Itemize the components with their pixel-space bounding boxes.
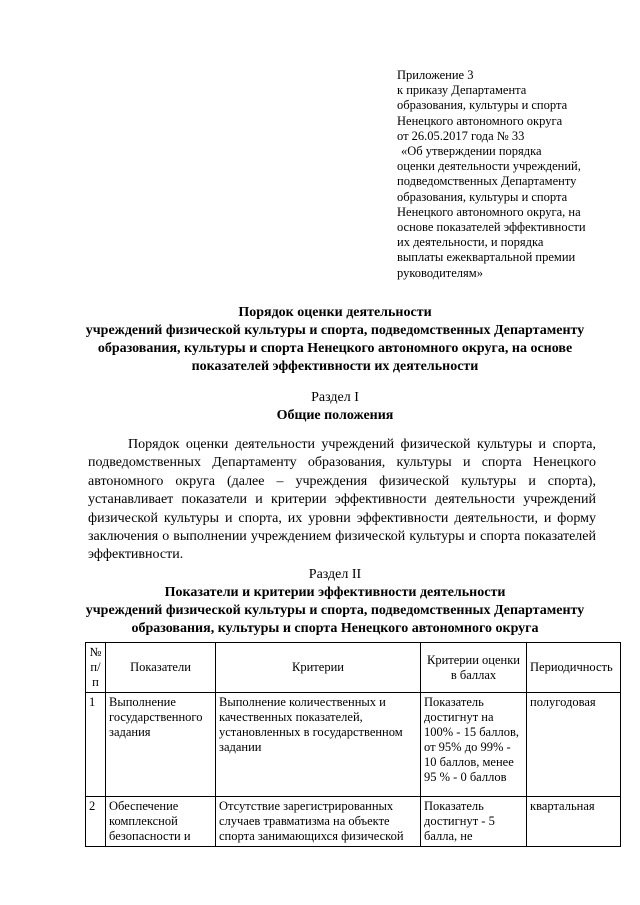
- appendix-line: основе показателей эффективности: [397, 220, 586, 235]
- criteria-table: [85, 642, 621, 847]
- appendix-line: их деятельности, и порядка: [397, 235, 544, 250]
- section-1-number: Раздел I: [311, 390, 359, 405]
- header-criteria: Критерии: [216, 643, 421, 693]
- appendix-line: образования, культуры и спорта: [397, 189, 568, 204]
- appendix-line: оценки деятельности учреждений,: [397, 159, 581, 174]
- appendix-line: от 26.05.2017 года № 33: [397, 128, 525, 143]
- header-period: Периодичность: [527, 643, 621, 693]
- row-criterion: Отсутствие зарегистрированных случаев травматизма на объекте спорта занимающихся физической: [216, 797, 421, 847]
- section-1-heading: Общие положения: [276, 408, 394, 423]
- appendix-block: [397, 68, 627, 281]
- section-1-paragraph: Порядок оценки деятельности учреждений физической культуры и спорта, подведомственных Департаменту образования, культуры и спорта Ненецкого автономного округа (далее – учреждения физической культуры и спорта), устанавливает показатели и критерии эффективности деятельности учреждений физической культуры и спорта, их уровни эффективности деятельности, и форму заключения о выполнении учреждением физической культуры и спорта показателей эффективности.: [88, 437, 596, 563]
- row-period: полугодовая: [527, 693, 621, 797]
- appendix-line: Ненецкого автономного округа, на: [397, 204, 581, 219]
- row-num: 2: [86, 797, 106, 847]
- header-num: № п/п: [86, 643, 106, 693]
- section-2-heading-line: образования, культуры и спорта Ненецкого автономного округа: [131, 621, 539, 636]
- row-criterion: Выполнение количественных и качественных показателей, установленных в государственном задании: [216, 693, 421, 797]
- appendix-line: подведомственных Департаменту: [397, 174, 577, 189]
- header-score: Критерии оценки в баллах: [421, 643, 527, 693]
- header-indicators: Показатели: [106, 643, 216, 693]
- appendix-line: руководителям»: [397, 265, 483, 280]
- row-period: квартальная: [527, 797, 621, 847]
- title-line: учреждений физической культуры и спорта, подведомственных Департаменту: [85, 323, 585, 338]
- title-line: показателей эффективности их деятельности: [191, 359, 479, 374]
- document-title: [40, 304, 630, 376]
- row-indicator: Выполнение государственного задания: [106, 693, 216, 797]
- title-line: Порядок оценки деятельности: [238, 305, 432, 320]
- row-score: Показатель достигнут на 100% - 15 баллов, от 95% до 99% - 10 баллов, менее 95 % - 0 баллов: [421, 693, 527, 797]
- appendix-line: образования, культуры и спорта: [397, 98, 568, 113]
- section-2-heading-line: учреждений физической культуры и спорта, подведомственных Департаменту: [85, 603, 585, 618]
- appendix-line: Приложение 3: [397, 68, 474, 82]
- row-indicator: Обеспечение комплексной безопасности и: [106, 797, 216, 847]
- section-2-number: Раздел II: [308, 567, 362, 582]
- table-row: [86, 797, 621, 847]
- table-row: [86, 693, 621, 797]
- appendix-line: «Об утверждении порядка: [401, 144, 542, 159]
- row-num: 1: [86, 693, 106, 797]
- row-score: Показатель достигнут - 5 балла, не: [421, 797, 527, 847]
- appendix-line: к приказу Департамента: [397, 83, 527, 98]
- section-2-heading-line: Показатели и критерии эффективности деятельности: [164, 585, 506, 600]
- appendix-line: Ненецкого автономного округа: [397, 113, 563, 128]
- table-header-row: [86, 643, 621, 693]
- title-line: образования, культуры и спорта Ненецкого автономного округа, на основе: [97, 341, 573, 356]
- section-2-heading: [40, 584, 630, 638]
- appendix-line: выплаты ежеквартальной премии: [397, 250, 576, 265]
